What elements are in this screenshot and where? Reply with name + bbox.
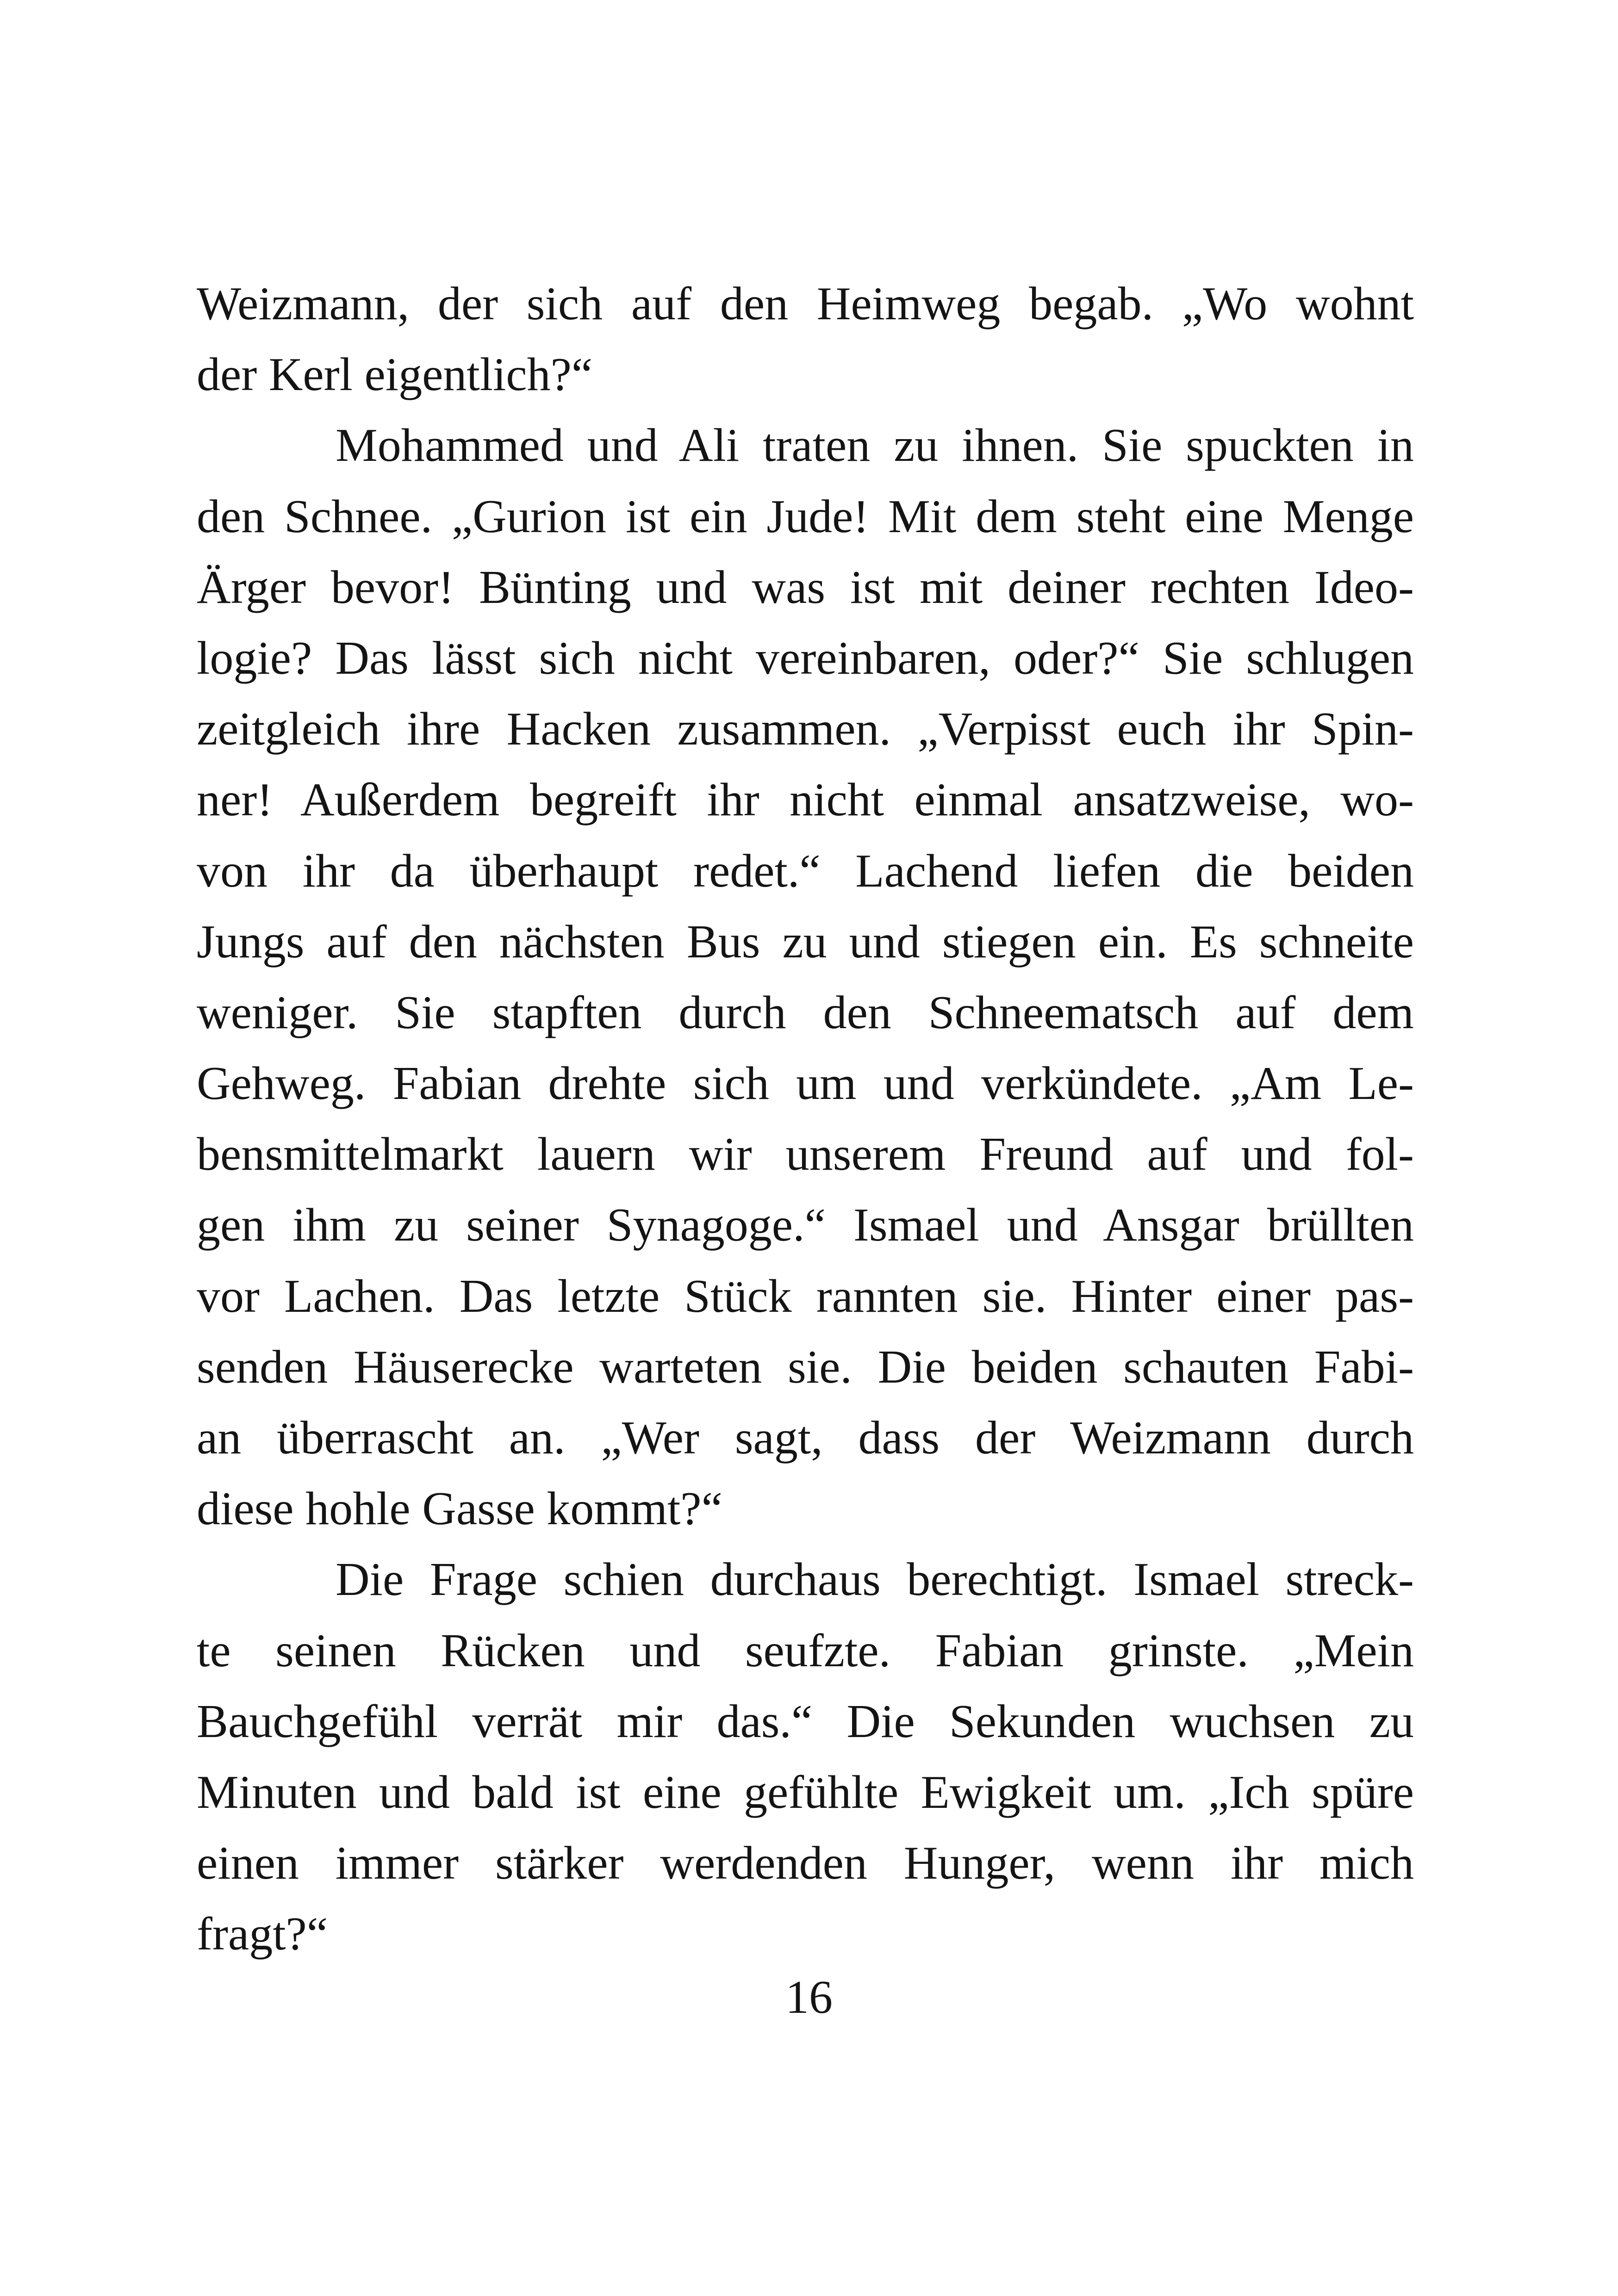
text-line: ner! Außerdem begreift ihr nicht einmal ansatzweise, wo- — [197, 774, 1414, 826]
text-line: Gehweg. Fabian drehte sich um und verkündete. „Am Le- — [197, 1057, 1414, 1110]
text-line: vor Lachen. Das letzte Stück rannten sie. Hinter einer pas- — [197, 1270, 1414, 1322]
text-line: logie? Das lässt sich nicht vereinbaren, oder?“ Sie schlugen — [197, 632, 1414, 684]
text-line: Die Frage schien durchaus berechtigt. Ismael streck- — [336, 1553, 1414, 1606]
text-line: te seinen Rücken und seufzte. Fabian grinste. „Mein — [197, 1624, 1414, 1677]
text-line: fragt?“ — [197, 1908, 328, 1961]
text-line: den Schnee. „Gurion ist ein Jude! Mit dem steht eine Menge — [197, 490, 1414, 543]
text-line: Minuten und bald ist eine gefühlte Ewigkeit um. „Ich spüre — [197, 1766, 1414, 1818]
text-line: einen immer stärker werdenden Hunger, wenn ihr mich — [197, 1837, 1414, 1890]
page-number: 16 — [785, 1971, 833, 2023]
text-line: zeitgleich ihre Hacken zusammen. „Verpisst euch ihr Spin- — [197, 703, 1414, 756]
text-line: bensmittelmarkt lauern wir unserem Freund auf und fol- — [197, 1128, 1414, 1181]
text-line: an überrascht an. „Wer sagt, dass der Weizmann durch — [197, 1412, 1414, 1464]
text-line: Weizmann, der sich auf den Heimweg begab. „Wo wohnt — [197, 278, 1414, 330]
text-line: Bauchgefühl verrät mir das.“ Die Sekunden wuchsen zu — [197, 1695, 1414, 1748]
text-line: Ärger bevor! Bünting und was ist mit deiner rechten Ideo- — [197, 561, 1414, 614]
text-line: gen ihm zu seiner Synagoge.“ Ismael und Ansgar brüllten — [197, 1199, 1414, 1252]
text-line: diese hohle Gasse kommt?“ — [197, 1483, 722, 1535]
text-line: Jungs auf den nächsten Bus zu und stiegen ein. Es schneite — [197, 915, 1414, 968]
text-line: der Kerl eigentlich?“ — [197, 348, 593, 401]
text-line: senden Häuserecke warteten sie. Die beiden schauten Fabi- — [197, 1340, 1414, 1393]
page-body-text — [197, 268, 1414, 1970]
text-line: Mohammed und Ali traten zu ihnen. Sie spuckten in — [336, 419, 1414, 472]
text-line: von ihr da überhaupt redet.“ Lachend liefen die beiden — [197, 844, 1414, 897]
text-line: weniger. Sie stapften durch den Schneematsch auf dem — [197, 986, 1414, 1039]
